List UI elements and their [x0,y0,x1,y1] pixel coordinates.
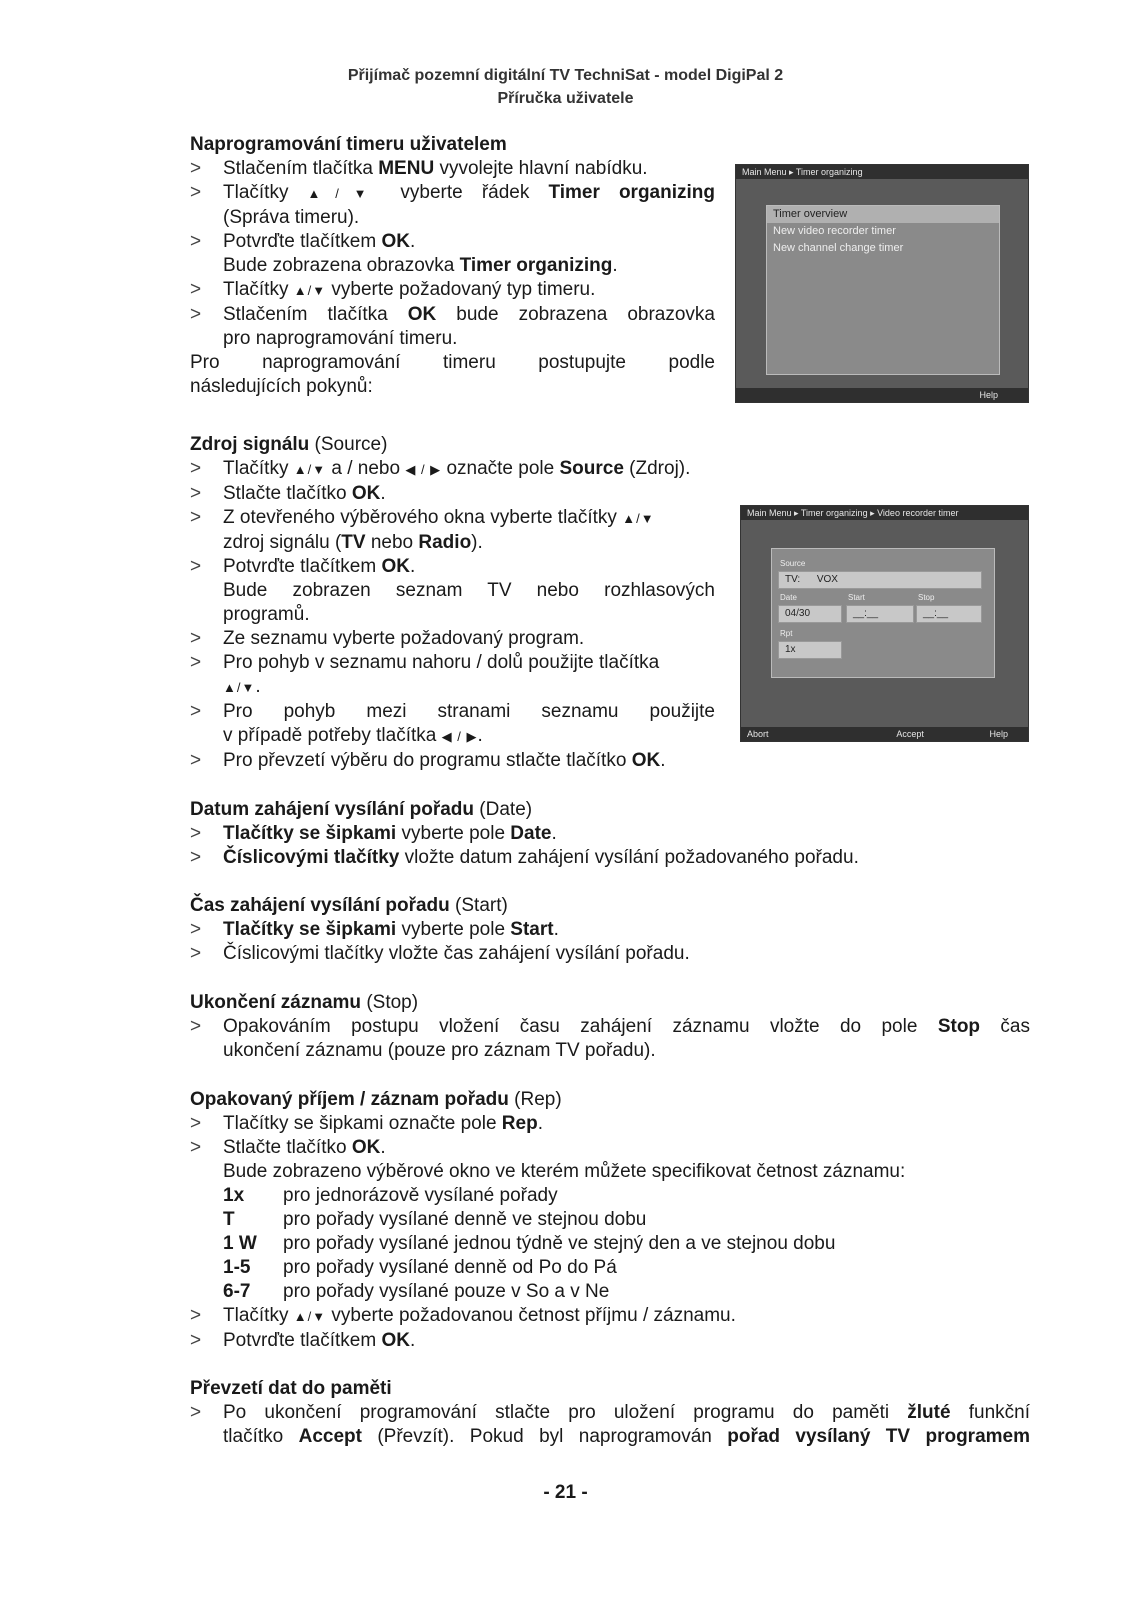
list-item: > Stlačením tlačítka OK bude zobrazena obrazovka pro naprogramování timeru. [190,304,716,349]
list-item: > Pro převzetí výběru do programu stlačte tlačítko OK. [190,750,666,771]
screenshot-breadcrumb: Main Menu ▸ Timer organizing [736,165,1028,179]
list-item: > Číslicovými tlačítky vložte čas zahájení vysílání pořadu. [190,943,690,964]
list-item: > Stlačením tlačítka MENU vyvolejte hlavní nabídku. [190,158,648,179]
section-title: Opakovaný příjem / záznam pořadu (Rep) [190,1089,562,1110]
list-item: > Potvrďte tlačítkem OK. Bude zobrazen seznam TV nebo rozhlasových programů. [190,556,715,625]
left-right-arrows-icon: ◀ / ▶ [441,729,478,744]
section-title: Zdroj signálu (Source) [190,434,388,455]
up-down-arrows-icon: ▲/▼ [223,680,256,695]
list-item: > Číslicovými tlačítky vložte datum zahájení vysílání požadovaného pořadu. [190,847,859,868]
screenshot-footer [741,727,1028,741]
repeat-option: T pro pořady vysílané denně ve stejnou dobu [223,1209,647,1230]
list-item: > Stlačte tlačítko OK. [190,483,386,504]
section-timer-programming [190,133,715,399]
stop-label: Stop [918,593,935,602]
accept-button[interactable]: Accept [896,729,924,739]
section-title: Čas zahájení vysílání pořadu (Start) [190,895,508,916]
source-label: Source [780,559,806,568]
paragraph: Pro naprogramování timeru postupujte podle [190,352,715,373]
list-item: > Opakováním postupu vložení času zahájení záznamu vložte do pole Stop čas ukončení záznamu (pouze pro záznam TV pořadu). [190,1016,1030,1061]
start-label: Start [848,593,865,602]
rpt-label: Rpt [780,629,793,638]
help-button[interactable]: Help [979,390,998,400]
page-number: - 21 - [543,1482,588,1503]
menu-item-new-channel-change-timer[interactable]: New channel change timer [773,242,904,254]
list-item: > Z otevřeného výběrového okna vyberte tlačítky ▲/▼ zdroj signálu (TV nebo Radio). [190,507,655,553]
stop-field[interactable]: __:__ [916,605,982,623]
date-label: Date [780,593,797,602]
timer-form [771,548,995,678]
abort-button[interactable]: Abort [747,729,769,739]
left-right-arrows-icon: ◀ / ▶ [405,462,442,477]
repeat-option: 6-7 pro pořady vysílané pouze v So a v Ne [223,1281,610,1302]
menu-item-new-video-recorder-timer[interactable]: New video recorder timer [773,225,896,237]
up-down-arrows-icon: ▲/▼ [622,511,655,526]
doc-header-subtitle: Příručka uživatele [497,90,634,107]
section-save [190,1377,1030,1449]
list-item: > Potvrďte tlačítkem OK. [190,1330,416,1351]
list-item: > Tlačítky ▲/▼ vyberte požadovaný typ timeru. [190,279,596,300]
start-field[interactable]: __:__ [846,605,914,623]
list-item: > Pro pohyb v seznamu nahoru / dolů použijte tlačítka ▲/▼. [190,652,660,697]
up-down-arrows-icon: ▲/▼ [293,462,327,477]
list-item: > Potvrďte tlačítkem OK. Bude zobrazena obrazovka Timer organizing. [190,231,618,276]
up-down-arrows-icon: ▲/▼ [307,186,382,201]
section-title: Datum zahájení vysílání pořadu (Date) [190,799,533,820]
list-item: > Pro pohyb mezi stranami seznamu použijte v případě potřeby tlačítka ◀ / ▶. [190,701,715,746]
menu-item-timer-overview[interactable]: Timer overview [767,206,999,223]
list-item: > Tlačítky ▲/▼ a / nebo ◀ / ▶ označte pole Source (Zdroj). [190,458,691,479]
up-down-arrows-icon: ▲/▼ [293,1309,327,1324]
repeat-option: 1x pro jednorázově vysílané pořady [223,1185,558,1206]
section-start [190,894,1030,966]
rpt-field[interactable]: 1x [778,641,842,659]
screenshot-footer [736,388,1028,402]
doc-header-title: Přijímač pozemní digitální TV TechniSat - model DigiPal 2 [347,67,784,84]
timer-menu [766,205,1000,375]
repeat-option: 1-5 pro pořady vysílané denně od Po do Pá [223,1257,617,1278]
list-item: > Tlačítky se šipkami označte pole Rep. [190,1113,543,1134]
list-item: > Po ukončení programování stlačte pro uložení programu do paměti žluté funkční tlačítko Accept (Převzít). Pokud byl naprogramován pořad vysílaný TV programem [190,1402,1030,1447]
section-title: Ukončení záznamu (Stop) [190,992,419,1013]
section-date [190,798,1030,870]
section-title: Převzetí dat do paměti [190,1378,392,1399]
list-item: > Tlačítky se šipkami vyberte pole Date. [190,823,557,844]
date-field[interactable]: 04/30 [778,605,842,623]
paragraph: následujících pokynů: [190,376,373,397]
section-stop [190,991,1030,1063]
repeat-option: 1 W pro pořady vysílané jednou týdně ve stejný den a ve stejnou dobu [223,1233,836,1254]
list-item: > Tlačítky ▲/▼ vyberte požadovanou četnost příjmu / záznamu. [190,1305,736,1326]
list-item: > Ze seznamu vyberte požadovaný program. [190,628,585,649]
list-item: > Stlačte tlačítko OK. Bude zobrazeno výběrové okno ve kterém můžete specifikovat četnost záznamu: [190,1137,906,1182]
help-button[interactable]: Help [989,729,1008,739]
list-item: > Tlačítky se šipkami vyberte pole Start. [190,919,559,940]
source-field[interactable]: TV: VOX [778,571,982,589]
section-title: Naprogramování timeru uživatelem [190,134,507,155]
screenshot-breadcrumb: Main Menu ▸ Timer organizing ▸ Video recorder timer [741,506,1028,520]
timer-organizing-screenshot [735,164,1029,403]
list-item: > Tlačítky ▲/▼ vyberte řádek Timer organizing (Správa timeru). [190,182,716,228]
section-repeat [190,1088,1030,1353]
video-recorder-timer-screenshot [740,505,1029,742]
up-down-arrows-icon: ▲/▼ [293,283,327,298]
